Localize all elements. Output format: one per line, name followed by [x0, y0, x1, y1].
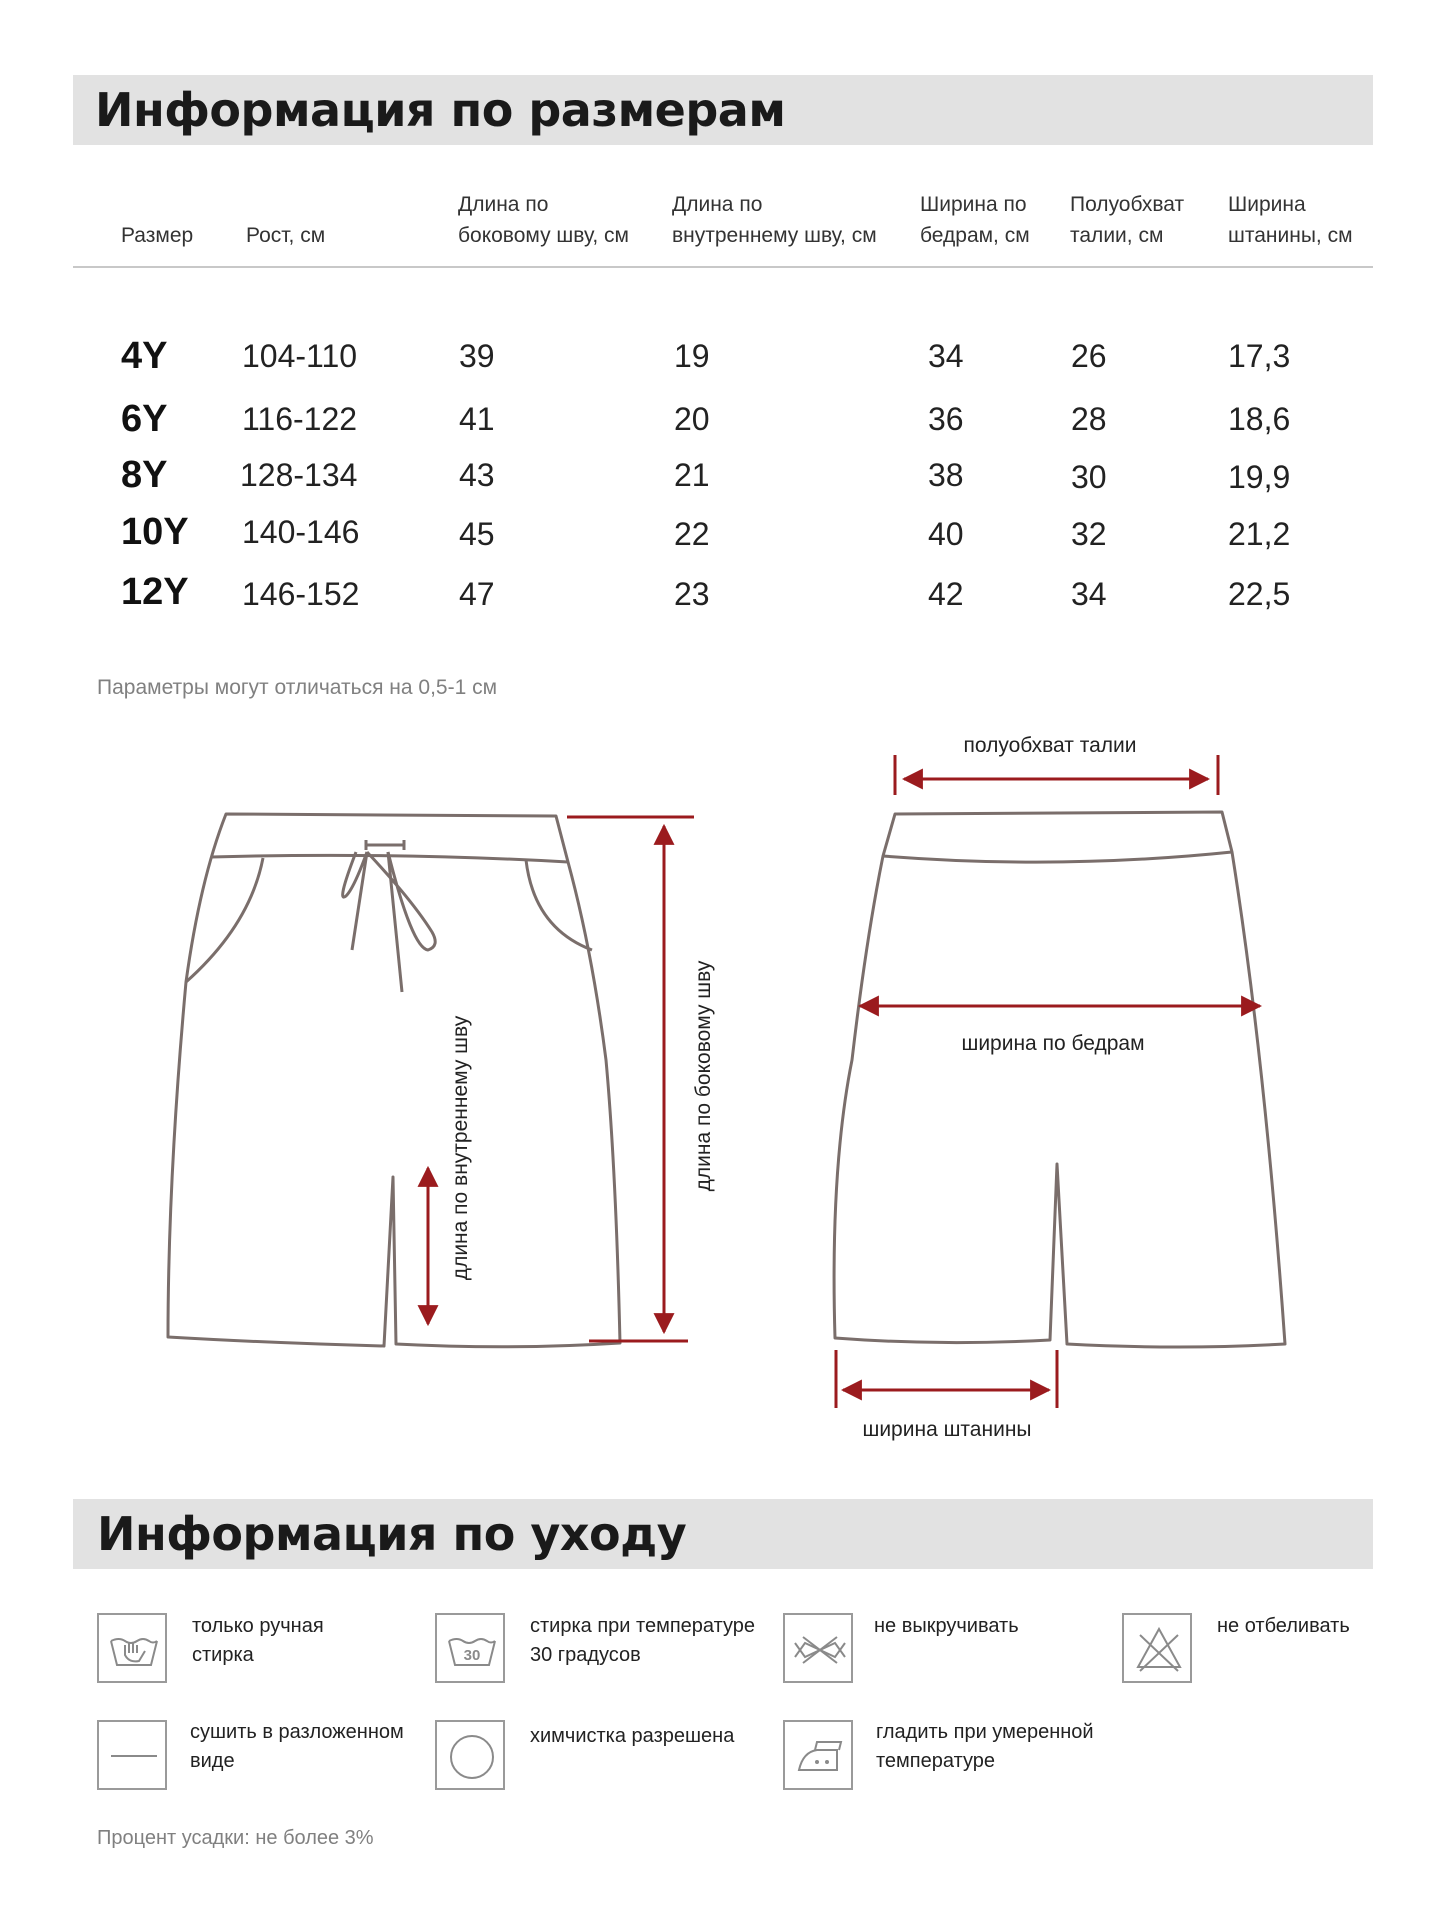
size-cell: 10Y — [121, 511, 189, 553]
back-view-shorts — [834, 812, 1285, 1347]
header-height: Рост, см — [246, 224, 326, 247]
care-label: химчистка разрешена — [530, 1725, 735, 1747]
side-seam-label: длина по боковому шву — [692, 960, 715, 1192]
size-disclaimer: Параметры могут отличаться на 0,5-1 см — [97, 676, 498, 699]
hip-width-cell: 40 — [928, 516, 964, 552]
hip-width-cell: 34 — [928, 338, 964, 374]
no-bleach-icon — [1122, 1613, 1192, 1683]
leg-width-cell: 18,6 — [1228, 401, 1291, 437]
waist-label: полуобхват талии — [963, 734, 1137, 757]
header-side-seam: Длина по боковому шву, см — [458, 193, 629, 247]
header-half-waist: Полуобхват талии, см — [1070, 193, 1185, 247]
leg-width-cell: 22,5 — [1228, 576, 1291, 612]
side-seam-cell: 39 — [459, 338, 495, 374]
height-cell: 128-134 — [240, 457, 358, 493]
hips-label: ширина по бедрам — [961, 1032, 1145, 1055]
half-waist-cell: 34 — [1071, 576, 1107, 612]
leg-width-cell: 21,2 — [1228, 516, 1291, 552]
care-label: гладить при умеренной температуре — [876, 1721, 1094, 1772]
header-size: Размер — [121, 224, 194, 247]
shrinkage-note: Процент усадки: не более 3% — [97, 1827, 374, 1849]
inner-seam-cell: 21 — [674, 457, 710, 493]
care-label: сушить в разложенном виде — [190, 1721, 404, 1772]
header-divider — [73, 266, 1373, 268]
height-cell: 140-146 — [242, 514, 360, 550]
care-info-title: Информация по уходу — [97, 1507, 687, 1561]
size-cell: 6Y — [121, 398, 168, 440]
wash-30-icon — [435, 1613, 505, 1683]
header-inner-seam: Длина по внутреннему шву, см — [672, 193, 877, 247]
dry-flat-icon — [97, 1720, 167, 1790]
dry-clean-icon — [435, 1720, 505, 1790]
iron-medium-icon — [783, 1720, 853, 1790]
inner-seam-cell: 19 — [674, 338, 710, 374]
leg-width-cell: 17,3 — [1228, 338, 1291, 374]
side-seam-cell: 43 — [459, 457, 495, 493]
half-waist-cell: 32 — [1071, 516, 1107, 552]
inner-seam-cell: 20 — [674, 401, 710, 437]
care-label: не отбеливать — [1217, 1615, 1350, 1637]
header-leg-width: Ширина штанины, см — [1228, 193, 1353, 247]
height-cell: 104-110 — [242, 338, 358, 374]
side-seam-cell: 47 — [459, 576, 495, 612]
side-seam-cell: 41 — [459, 401, 495, 437]
measurement-lines — [428, 755, 1260, 1408]
side-seam-cell: 45 — [459, 516, 495, 552]
inner-seam-cell: 23 — [674, 576, 710, 612]
height-cell: 146-152 — [242, 576, 360, 612]
size-cell: 8Y — [121, 454, 168, 496]
no-wring-icon — [783, 1613, 853, 1683]
leg-width-label: ширина штанины — [862, 1418, 1032, 1441]
hip-width-cell: 36 — [928, 401, 964, 437]
header-hip-width: Ширина по бедрам, см — [920, 193, 1030, 247]
size-cell: 12Y — [121, 571, 189, 613]
half-waist-cell: 30 — [1071, 459, 1107, 495]
care-label: только ручная стирка — [192, 1615, 324, 1666]
hand-wash-icon — [97, 1613, 167, 1683]
size-cell: 4Y — [121, 335, 168, 377]
inner-seam-label: длина по внутреннему шву — [449, 1015, 472, 1281]
half-waist-cell: 28 — [1071, 401, 1107, 437]
height-cell: 116-122 — [242, 401, 358, 437]
care-info-banner — [73, 1499, 1373, 1569]
hip-width-cell: 42 — [928, 576, 964, 612]
size-info-title: Информация по размерам — [95, 83, 786, 137]
wash-temperature: 30 — [463, 1647, 481, 1664]
leg-width-cell: 19,9 — [1228, 459, 1291, 495]
care-label: стирка при температуре 30 градусов — [530, 1615, 755, 1666]
shorts-diagram — [0, 700, 1440, 1460]
size-info-banner — [73, 75, 1373, 145]
front-view-shorts — [168, 814, 620, 1347]
care-label: не выкручивать — [874, 1615, 1019, 1637]
half-waist-cell: 26 — [1071, 338, 1107, 374]
hip-width-cell: 38 — [928, 457, 964, 493]
inner-seam-cell: 22 — [674, 516, 710, 552]
